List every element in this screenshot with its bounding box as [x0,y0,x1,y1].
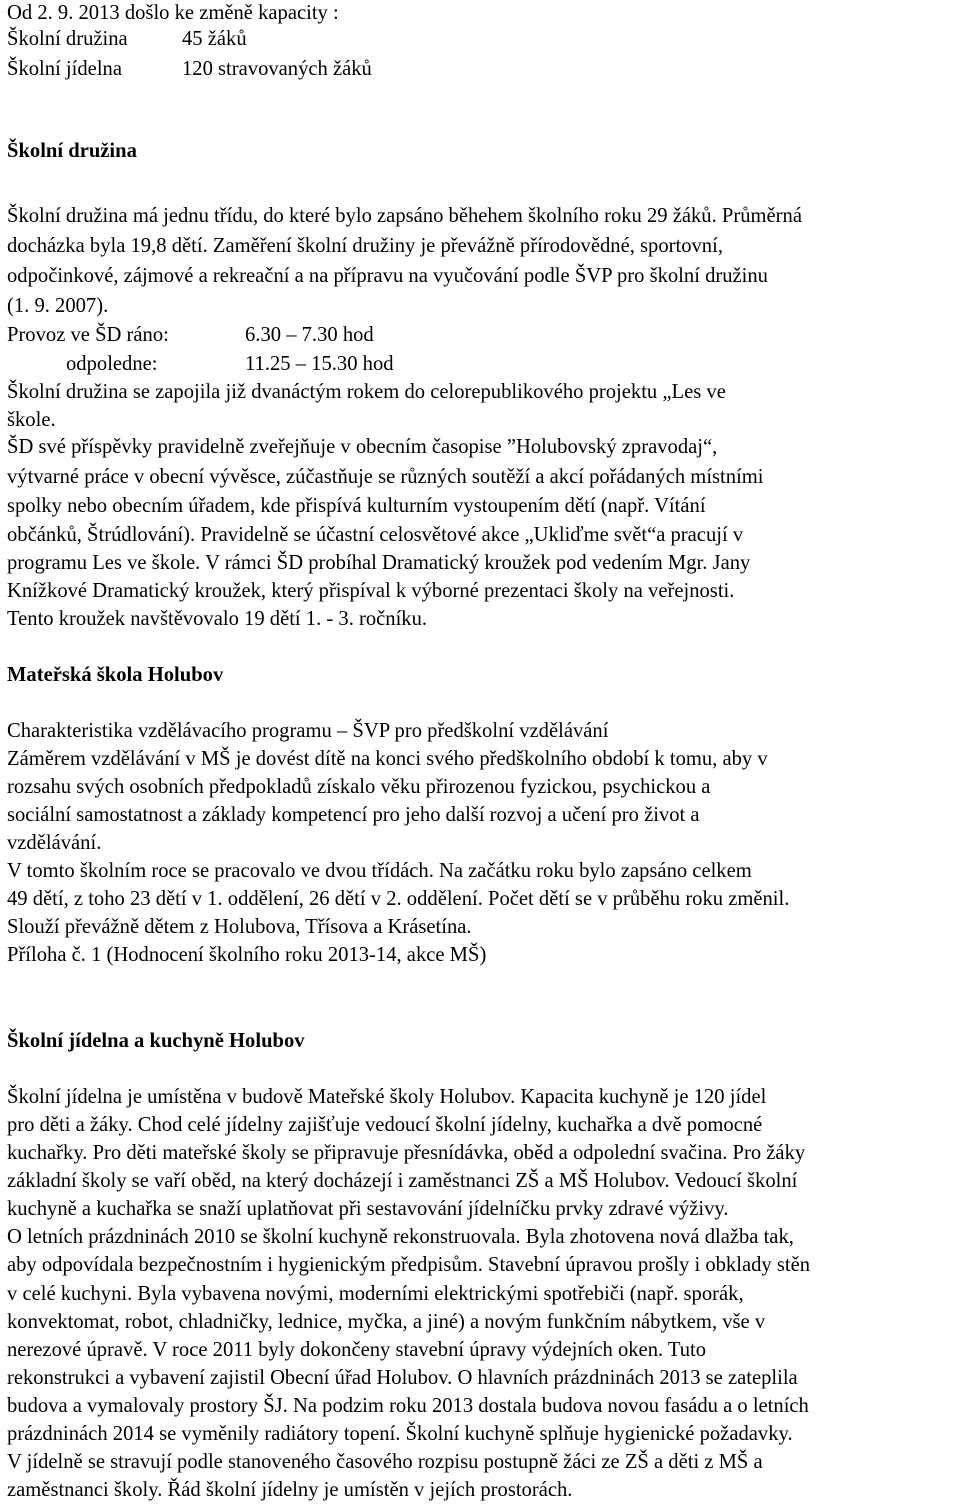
jidelna-line: O letních prázdninách 2010 se školní kuchyně rekonstruovala. Byla zhotovena nová dlažba tak, [7,1226,794,1248]
druzina-line: programu Les ve škole. V rámci ŠD probíhal Dramatický kroužek pod vedením Mgr. Jany [7,552,751,574]
druzina-line: Školní družina má jednu třídu, do které bylo zapsáno běhehem školního roku 29 žáků. Průměrná [7,205,802,227]
druzina-line: odpočinkové, zájmové a rekreační a na přípravu na vyučování podle ŠVP pro školní družinu [7,265,768,287]
jidelna-line: kuchyně a kuchařka se snaží uplatňovat při sestavování jídelníčku prvky zdravé výživy. [7,1198,729,1220]
jidelna-line: základní školy se vaří oběd, na který docházejí i zaměstnanci ZŠ a MŠ Holubov. Vedoucí školní [7,1170,798,1192]
provoz-afternoon: 11.25 – 15.30 hod [245,353,394,375]
druzina-heading: Školní družina [7,140,137,162]
capacity-jidelna-value: 120 stravovaných žáků [182,58,372,80]
druzina-line: výtvarné práce v obecní vývěsce, zúčastňuje se různých soutěží a akcí pořádaných místními [7,466,764,488]
druzina-line: škole. [7,409,56,431]
jidelna-line: rekonstrukci a vybavení zajistil Obecní úřad Holubov. O hlavních prázdninách 2013 se zateplila [7,1367,798,1389]
jidelna-line: pro děti a žáky. Chod celé jídelny zajišťuje vedoucí školní jídelny, kuchařka a dvě pomocné [7,1114,763,1136]
jidelna-line: prázdninách 2014 se vyměnily radiátory topení. Školní kuchyně splňuje hygienické požadavky. [7,1423,793,1445]
jidelna-line: V jídelně se stravují podle stanoveného časového rozpisu postupně žáci ze ZŠ a děti z MŠ a [7,1451,763,1473]
druzina-line: Tento kroužek navštěvovalo 19 dětí 1. - 3. ročníku. [7,608,428,630]
ms-heading: Mateřská škola Holubov [7,664,224,686]
druzina-line: ŠD své příspěvky pravidelně zveřejňuje v obecním časopise ”Holubovský zpravodaj“, [7,436,718,458]
druzina-line: spolky nebo obecním úřadem, kde přispívá kulturním vystoupením dětí (např. Vítání [7,495,706,517]
provoz-label: Provoz ve ŠD ráno: [7,324,169,346]
ms-line: Charakteristika vzdělávacího programu – ŠVP pro předškolní vzdělávání [7,720,609,742]
jidelna-line: nerezové úpravě. V roce 2011 byly dokončeny stavební úpravy výdejních oken. Tuto [7,1339,707,1361]
ms-line: Slouží převážně dětem z Holubova, Třísova a Krásetína. [7,916,472,938]
capacity-druzina-value: 45 žáků [182,28,247,50]
capacity-jidelna-label: Školní jídelna [7,58,122,80]
jidelna-line: v celé kuchyni. Byla vybavena novými, moderními elektrickými spotřebiči (např. sporák, [7,1283,744,1305]
capacity-druzina-label: Školní družina [7,28,128,50]
capacity-intro: Od 2. 9. 2013 došlo ke změně kapacity : [7,2,339,24]
jidelna-line: aby odpovídala bezpečnostním i hygienickým předpisům. Stavební úpravou prošly i obklady stěn [7,1254,811,1276]
jidelna-line: budova a vymalovaly prostory ŠJ. Na podzim roku 2013 dostala budova novou fasádu a o letních [7,1395,809,1417]
ms-line: Příloha č. 1 (Hodnocení školního roku 2013-14, akce MŠ) [7,944,487,966]
druzina-line: docházka byla 19,8 dětí. Zaměření školní družiny je převážně přírodovědné, sportovní, [7,235,723,257]
provoz-afternoon-label: odpoledne: [66,353,158,375]
druzina-line: Školní družina se zapojila již dvanáctým rokem do celorepublikového projektu „Les ve [7,381,726,403]
druzina-line: Knížkové Dramatický kroužek, který přispíval k výborné prezentaci školy na veřejnosti. [7,580,735,602]
ms-line: vzdělávání. [7,832,102,854]
provoz-morning: 6.30 – 7.30 hod [245,324,374,346]
ms-line: V tomto školním roce se pracovalo ve dvou třídách. Na začátku roku bylo zapsáno celkem [7,860,752,882]
ms-line: sociální samostatnost a základy kompetencí pro jeho další rozvoj a učení pro život a [7,804,700,826]
ms-line: rozsahu svých osobních předpokladů získalo věku přirozenou fyzickou, psychickou a [7,776,711,798]
jidelna-line: zaměstnanci školy. Řád školní jídelny je umístěn v jejích prostorách. [7,1479,573,1501]
jidelna-heading: Školní jídelna a kuchyně Holubov [7,1030,305,1052]
jidelna-line: Školní jídelna je umístěna v budově Mateřské školy Holubov. Kapacita kuchyně je 120 jídel [7,1086,767,1108]
jidelna-line: konvektomat, robot, chladničky, lednice, myčka, a jiné) a novým funkčním nábytkem, vše v [7,1311,766,1333]
ms-line: 49 dětí, z toho 23 dětí v 1. oddělení, 26 dětí v 2. oddělení. Počet dětí se v průběhu roku změnil. [7,888,790,910]
jidelna-line: kuchařky. Pro děti mateřské školy se připravuje přesnídávka, oběd a odpolední svačina. Pro žáky [7,1142,806,1164]
ms-line: Záměrem vzdělávání v MŠ je dovést dítě na konci svého předškolního období k tomu, aby v [7,748,768,770]
druzina-line: občánků, Štrúdlování). Pravidelně se účastní celosvětové akce „Ukliďme svět“a pracují v [7,524,744,546]
druzina-line: (1. 9. 2007). [7,295,109,317]
